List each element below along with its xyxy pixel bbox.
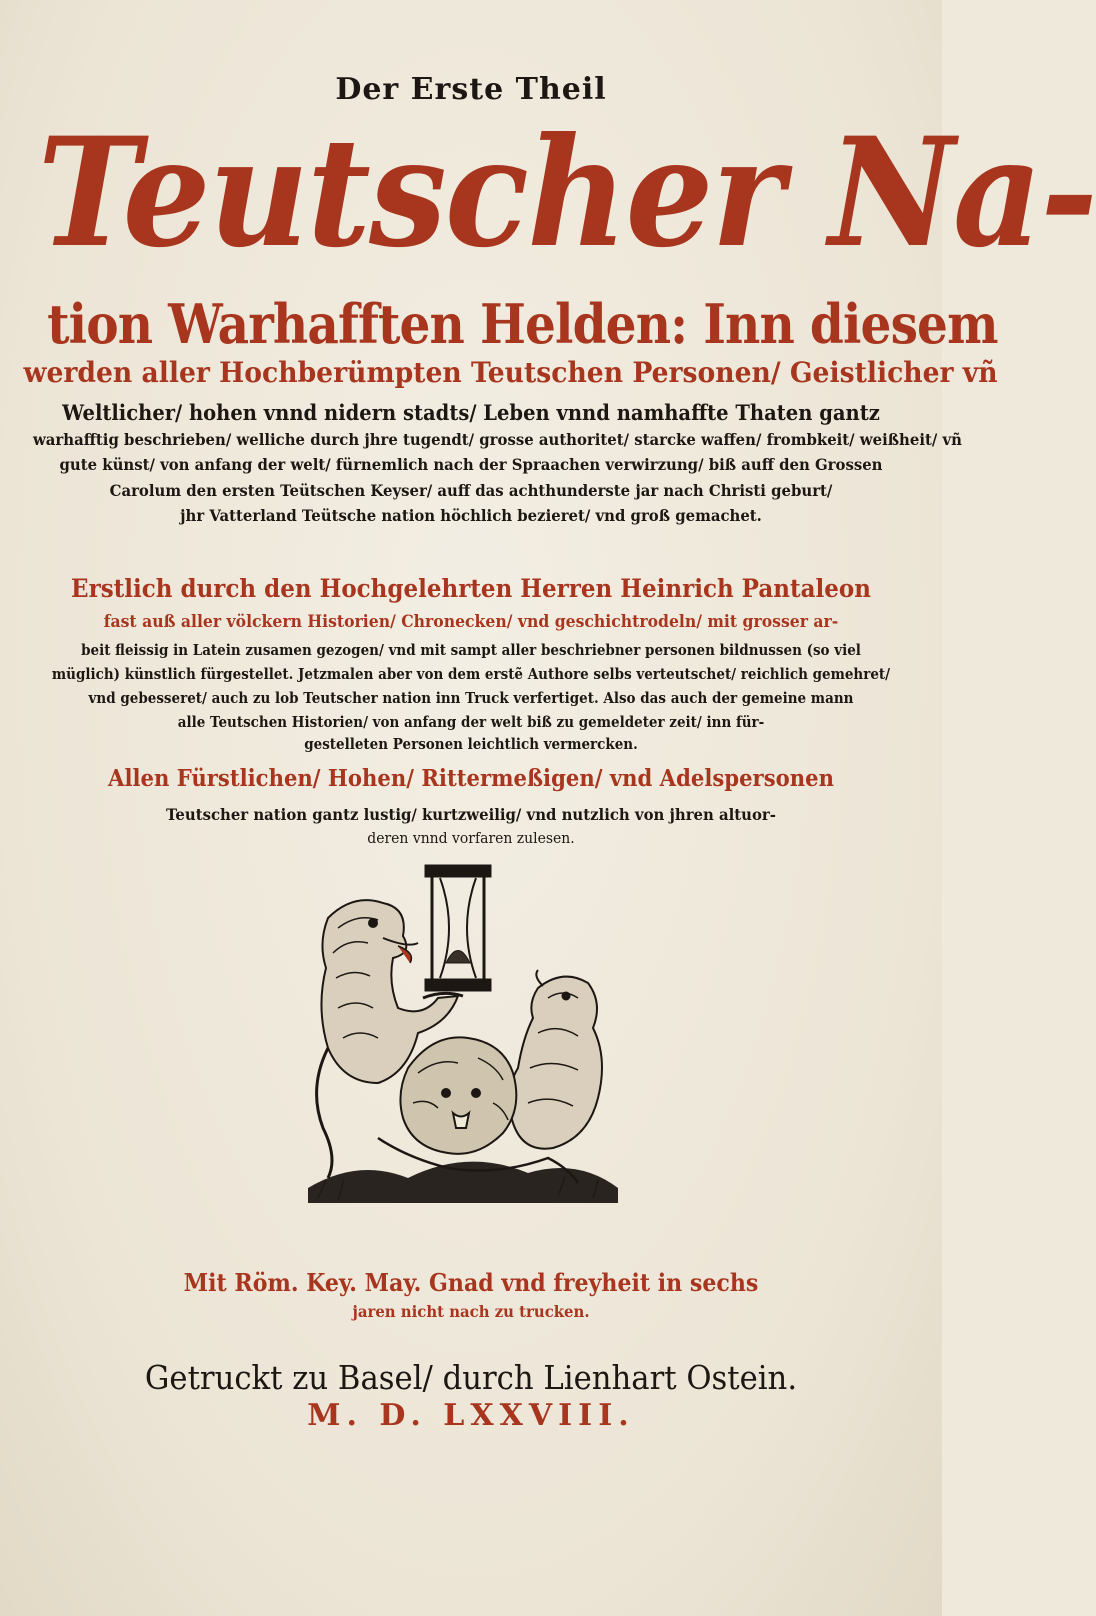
privilege-line: Mit Röm. Key. May. Gnad vnd freyheit in sechs (183, 1268, 759, 1297)
author-body-line: müglich) künstlich fürgestellet. Jetzmalen aber von dem erstẽ Authore selbs verteutschet/ reichlich gemehret/ (51, 666, 891, 683)
author-body-line: beit fleissig in Latein zusamen gezogen/ vnd mit sampt aller beschriebner personen bildnussen (so viel (81, 642, 861, 659)
description-line: warhafftig beschrieben/ welliche durch jhre tugendt/ grosse authoritet/ starcke waffen/ frombkeit/ weißheit/ vñ (32, 430, 962, 449)
imprint-place: Getruckt zu Basel/ durch Lienhart Ostein. (144, 1358, 798, 1397)
lions-hourglass-printer-device-icon (298, 858, 628, 1228)
author-sources-line: fast auß aller völckern Historien/ Chronecken/ vnd geschichtrodeln/ mit grosser ar- (103, 612, 839, 632)
pre-title: Der Erste Theil (335, 72, 607, 107)
title-line-4: Weltlicher/ hohen vnnd nidern stadts/ Leben vnnd namhaffte Thaten gantz (62, 400, 880, 425)
author-body-line: vnd gebesseret/ auch zu lob Teutscher nation inn Truck verfertiget. Also das auch der gemeine mann (88, 690, 854, 707)
author-line: Erstlich durch den Hochgelehrten Herren Heinrich Pantaleon (71, 574, 871, 603)
imprint-year: M. D. LXXVIII. (307, 1398, 635, 1433)
dedication-line: deren vnnd vorfaren zulesen. (367, 829, 575, 847)
title-continuation: tion Warhafften Helden: Inn diesem (47, 292, 998, 356)
dedication-line: Teutscher nation gantz lustig/ kurtzweilig/ vnd nutzlich von jhren altuor- (166, 805, 776, 824)
description-line: jhr Vatterland Teütsche nation höchlich bezieret/ vnd groß gemachet. (180, 506, 762, 525)
main-title: Teutscher Na- (37, 105, 1096, 281)
description-line: gute künst/ von anfang der welt/ fürnemlich nach der Spraachen verwirzung/ biß auff den Grossen (59, 455, 883, 474)
author-body-line: gestelleten Personen leichtlich vermercken. (304, 736, 638, 753)
title-line-3: werden aller Hochberümpten Teutschen Personen/ Geistlicher vñ (23, 356, 998, 389)
author-body-line: alle Teutschen Historien/ von anfang der welt biß zu gemeldeter zeit/ inn für- (177, 714, 765, 731)
description-line: Carolum den ersten Teütschen Keyser/ auff das achthunderste jar nach Christi geburt/ (109, 481, 833, 500)
dedication-heading: Allen Fürstlichen/ Hohen/ Rittermeßigen/ vnd Adelspersonen (108, 765, 834, 792)
privilege-line: jaren nicht nach zu trucken. (352, 1302, 590, 1321)
